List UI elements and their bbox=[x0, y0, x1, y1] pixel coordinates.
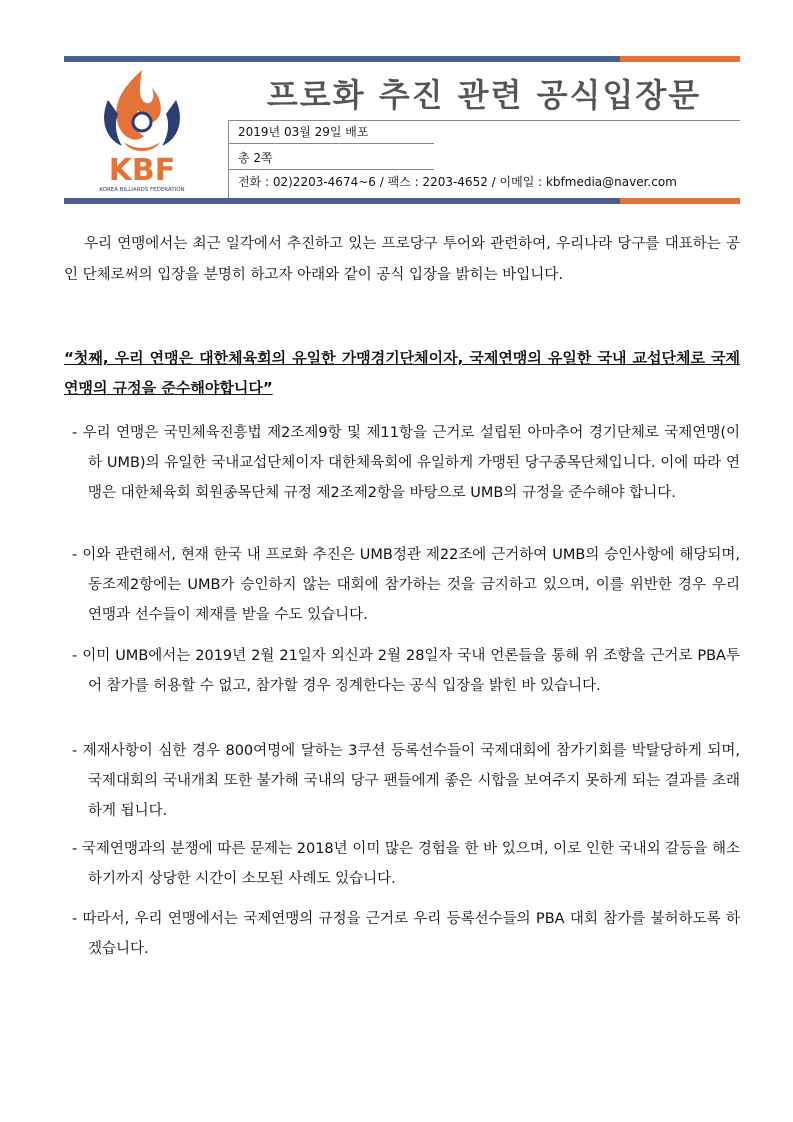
section-heading: “첫째, 우리 연맹은 대한체육회의 유일한 가맹경기단체이자, 국제연맹의 유일한 국내 교섭단체로 국제연맹의 규정을 준수해야합니다” bbox=[64, 349, 740, 397]
header-bottom-accent bbox=[620, 198, 740, 204]
page-count: 총 2쪽 bbox=[228, 146, 434, 170]
logo-subtitle: KOREA BILLIARDS FEDERATION bbox=[99, 187, 185, 193]
kbf-logo-graphic bbox=[78, 66, 206, 194]
header-top-accent bbox=[620, 56, 740, 62]
list-item: - 따라서, 우리 연맹에서는 국제연맹의 규정을 근거로 우리 등록선수들의 PBA 대회 참가를 불허하도록 하겠습니다. bbox=[72, 911, 740, 957]
list-item: - 국제연맹과의 분쟁에 따른 문제는 2018년 이미 많은 경험을 한 바 있으며, 이로 인한 국내외 갈등을 해소하기까지 상당한 시간이 소모된 사례도 있습니다. bbox=[72, 841, 740, 887]
logo-text: KBF bbox=[108, 153, 176, 188]
release-date: 2019년 03월 29일 배포 bbox=[228, 120, 434, 144]
list-item: - 이와 관련해서, 현재 한국 내 프로화 추진은 UMB정관 제22조에 근거하여 UMB의 승인사항에 해당되며, 동조제2항에는 UMB가 승인하지 않는 대회에 참가하는 것을 금지하고 있으며, 이를 위반한 경우 우리 연맹과 선수들이 제재를 받을 수도 있습니다. bbox=[72, 547, 740, 623]
list-item: - 제재사항이 심한 경우 800여명에 달하는 3쿠션 등록선수들이 국제대회에 참가기회를 박탈당하게 되며, 국제대회의 국내개최 또한 불가해 국내의 당구 팬들에게 좋은 시합을 보여주지 못하게 되는 결과를 초래하게 됩니다. bbox=[72, 743, 740, 819]
page-title: 프로화 추진 관련 공식입장문 bbox=[266, 76, 702, 114]
kbf-logo bbox=[78, 66, 206, 194]
intro-paragraph: 우리 연맹에서는 최근 일각에서 추진하고 있는 프로당구 투어와 관련하여, 우리나라 당구를 대표하는 공인 단체로써의 입장을 분명히 하고자 아래와 같이 공식 입장을 밝히는 바입니다. bbox=[64, 236, 740, 283]
list-item: - 이미 UMB에서는 2019년 2월 21일자 외신과 2월 28일자 국내 언론들을 통해 위 조항을 근거로 PBA투어 참가를 허용할 수 없고, 참가할 경우 징계한다는 공식 입장을 밝힌 바 있습니다. bbox=[72, 648, 740, 694]
list-item: - 우리 연맹은 국민체육진흥법 제2조제9항 및 제11항을 근거로 설립된 아마추어 경기단체로 국제연맹(이하 UMB)의 유일한 국내교섭단체이자 대한체육회에 유일하게 가맹된 당구종목단체입니다. 이에 따라 연맹은 대한체육회 회원종목단체 규정 제2조제2항을 바탕으로 UMB의 규정을 준수해야 합니다. bbox=[72, 425, 740, 501]
contact-info: 전화 : 02)2203-4674~6 / 팩스 : 2203-4652 / 이메일 : kbfmedia@naver.com bbox=[238, 175, 677, 189]
